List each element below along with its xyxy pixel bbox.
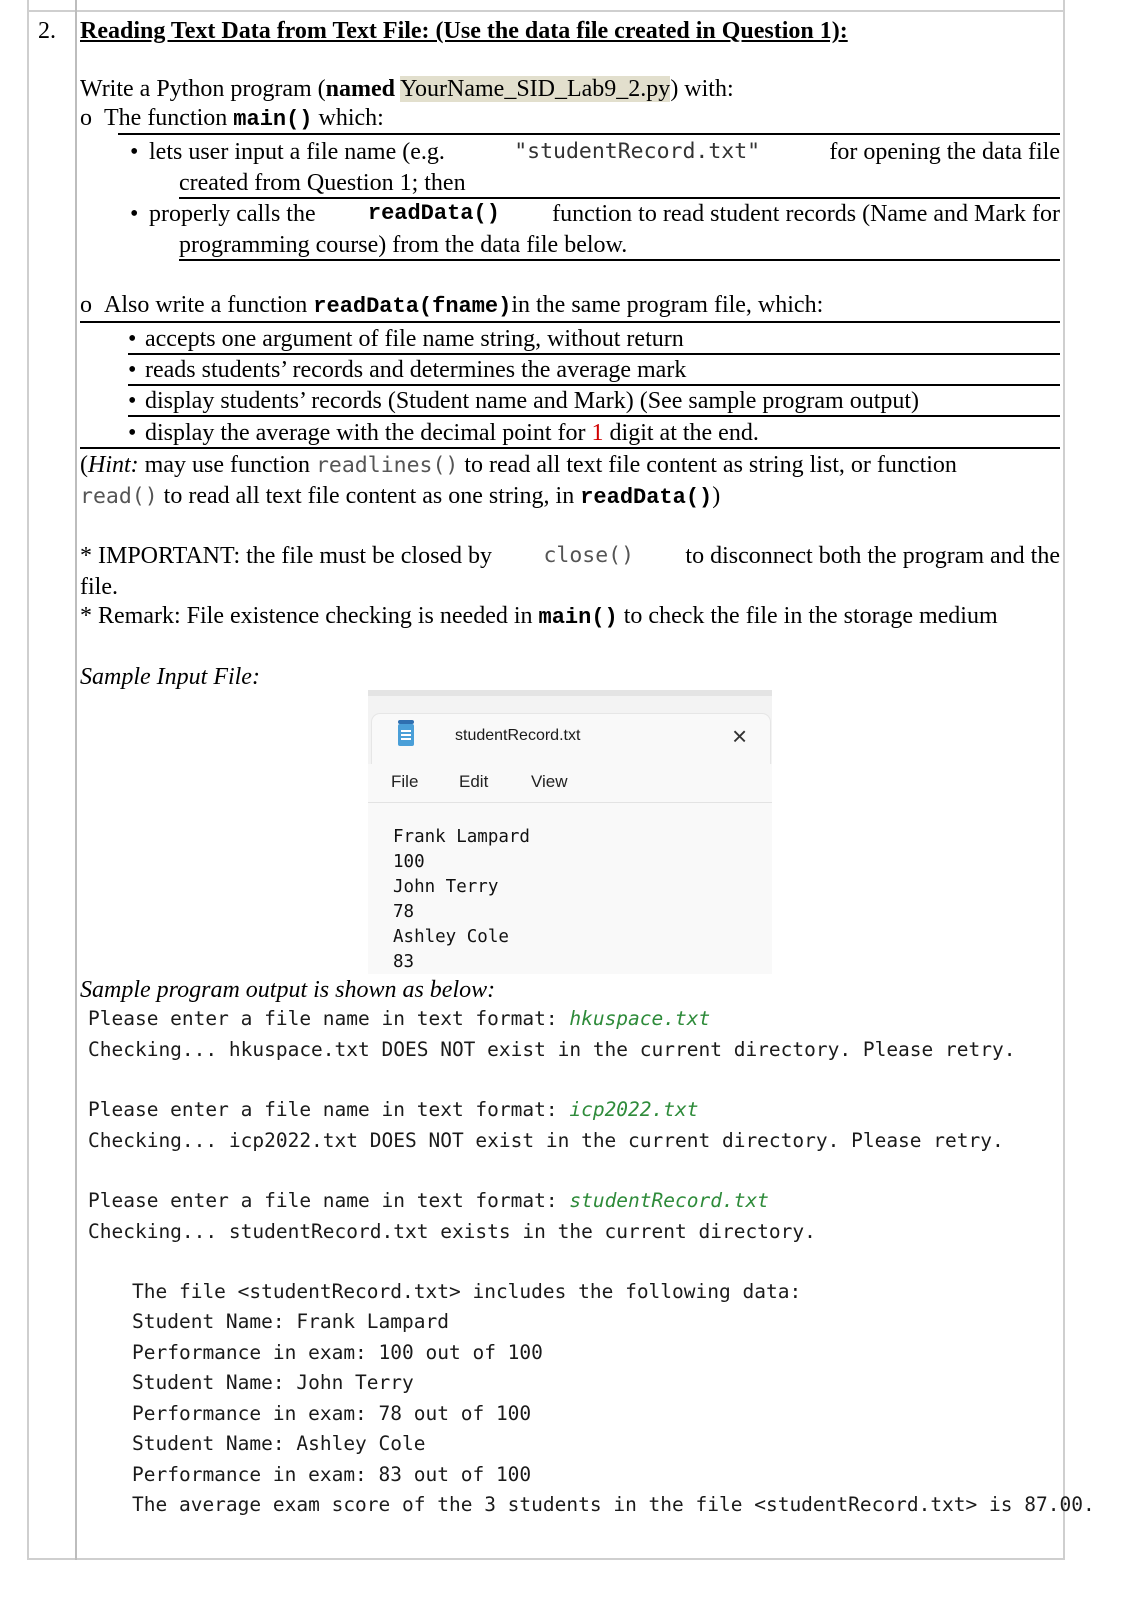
- sample-input-label: Sample Input File:: [80, 664, 260, 690]
- hint-close-paren: ): [712, 483, 721, 509]
- notepad-menubar: [368, 764, 772, 803]
- avg-point-suffix: digit at the end.: [609, 420, 759, 446]
- hint-line-2: [80, 481, 720, 513]
- output-line-1: The file <studentRecord.txt> includes the following data:: [132, 1280, 802, 1303]
- intro-prefix: Write a Python program (: [80, 76, 326, 102]
- file-line-6: 83: [393, 952, 415, 972]
- readdata-point-3: display students’ records (Student name and Mark) (See sample program output): [145, 388, 920, 414]
- output-line-6: Student Name: Ashley Cole: [132, 1432, 426, 1455]
- readdata-hint-code: readData(): [580, 485, 713, 510]
- output-line-2: Student Name: Frank Lampard: [132, 1310, 449, 1333]
- close-code: close(): [543, 543, 635, 568]
- main-item-prefix: The function: [104, 105, 228, 131]
- intro-suffix: ) with:: [670, 76, 734, 102]
- hint-text-1: may use function: [144, 452, 310, 478]
- user-input-1: hkuspace.txt: [569, 1007, 711, 1030]
- remark-text-1: * Remark: File existence checking is needed in: [80, 603, 533, 629]
- notepad-tab[interactable]: [372, 714, 770, 764]
- program-filename: YourName_SID_Lab9_2.py: [400, 76, 671, 102]
- hint-line-1: [80, 450, 957, 481]
- important-line-2: file.: [80, 574, 118, 600]
- main-point-1-text-b: for opening the data file: [829, 139, 1060, 165]
- bullet-icon: •: [130, 139, 139, 165]
- readlines-code: readlines(): [315, 453, 459, 478]
- remark-text-2: to check the file in the storage medium: [623, 603, 998, 629]
- file-line-1: Frank Lampard: [393, 827, 530, 847]
- notepad-tab-title: studentRecord.txt: [455, 727, 581, 744]
- question-number: 2.: [38, 18, 56, 44]
- console-result-2: Checking... icp2022.txt DOES NOT exist in the current directory. Please retry.: [88, 1129, 1004, 1152]
- main-point-2-text-b: function to read student records (Name and Mark for: [552, 201, 1060, 227]
- output-line-7: Performance in exam: 83 out of 100: [132, 1463, 532, 1486]
- output-line-4: Student Name: John Terry: [132, 1371, 414, 1394]
- rule-line: [179, 259, 1060, 261]
- hollow-bullet-icon: o: [80, 292, 92, 318]
- readdata-call-code: readData(): [367, 201, 500, 226]
- bullet-icon: •: [128, 326, 137, 352]
- prompt-text: Please enter a file name in text format:: [88, 1189, 570, 1212]
- main-point-2-text-a: properly calls the: [149, 201, 316, 227]
- readdata-point-1: accepts one argument of file name string, without return: [145, 326, 684, 352]
- output-line-5: Performance in exam: 78 out of 100: [132, 1402, 532, 1425]
- notepad-app-icon: [398, 724, 414, 746]
- readdata-item-prefix: Also write a function: [104, 292, 308, 318]
- remark-line: [80, 601, 998, 633]
- readdata-item-suffix: in the same program file, which:: [511, 292, 824, 318]
- example-filename-code: "studentRecord.txt": [514, 139, 761, 164]
- intro-named-label: named: [325, 76, 395, 102]
- main-point-1-line-1: [149, 137, 1060, 167]
- readdata-signature-code: readData(fname): [313, 294, 512, 319]
- console-result-3: Checking... studentRecord.txt exists in the current directory.: [88, 1220, 816, 1243]
- prompt-text: Please enter a file name in text format:: [88, 1007, 570, 1030]
- decimal-digit-count: 1: [591, 420, 604, 446]
- rule-line: [128, 415, 1060, 417]
- readdata-point-2: reads students’ records and determines the average mark: [145, 357, 687, 383]
- bullet-icon: •: [128, 357, 137, 383]
- main-point-2-line-1: [149, 199, 1060, 229]
- readdata-function-item: [80, 290, 823, 322]
- notepad-text-area[interactable]: [368, 803, 772, 974]
- rule-line: [80, 321, 1060, 323]
- menu-file[interactable]: File: [391, 772, 419, 791]
- main-item-code: main(): [233, 107, 313, 132]
- main-function-item: [80, 103, 384, 135]
- bullet-icon: •: [128, 388, 137, 414]
- avg-point-prefix: display the average with the decimal point for: [145, 420, 586, 446]
- console-prompt-2: [88, 1095, 698, 1125]
- prompt-text: Please enter a file name in text format:: [88, 1098, 570, 1121]
- sample-output-label: Sample program output is shown as below:: [80, 977, 496, 1003]
- main-point-1-text-a: lets user input a file name (e.g.: [149, 139, 445, 165]
- bullet-icon: •: [128, 420, 137, 446]
- main-point-1-line-2: created from Question 1; then: [179, 170, 466, 196]
- menu-view[interactable]: View: [531, 772, 568, 791]
- output-line-3: Performance in exam: 100 out of 100: [132, 1341, 543, 1364]
- table-bottom-border: [27, 1558, 1065, 1560]
- hint-open-paren: (: [80, 452, 88, 478]
- important-text-1: * IMPORTANT: the file must be closed by: [80, 543, 493, 569]
- file-line-5: Ashley Cole: [393, 927, 509, 947]
- notepad-top-strip: [398, 720, 414, 724]
- close-icon[interactable]: ×: [732, 721, 748, 751]
- hint-text-3: to read all text file content as one string, in: [163, 483, 575, 509]
- rule-line: [118, 133, 1060, 135]
- question-title: Reading Text Data from Text File: (Use the data file created in Question 1):: [80, 18, 848, 44]
- notepad-window: [368, 690, 772, 974]
- file-line-4: 78: [393, 902, 415, 922]
- table-top-border: [27, 10, 1065, 12]
- main-remark-code: main(): [538, 605, 618, 630]
- table-column-divider: [75, 0, 77, 1560]
- console-prompt-1: [88, 1004, 710, 1034]
- console-prompt-3: [88, 1186, 769, 1216]
- menu-edit[interactable]: Edit: [459, 772, 489, 791]
- hollow-bullet-icon: o: [80, 105, 92, 131]
- bullet-icon: •: [130, 201, 139, 227]
- output-line-8: The average exam score of the 3 students in the file <studentRecord.txt> is 87.00.: [132, 1493, 1095, 1516]
- important-text-2: to disconnect both the program and the: [685, 543, 1060, 569]
- file-line-3: John Terry: [393, 877, 499, 897]
- main-point-2-line-2: programming course) from the data file below.: [179, 232, 628, 258]
- hint-text-2: to read all text file content as string list, or function: [464, 452, 957, 478]
- readdata-point-4: [145, 418, 759, 448]
- table-right-border: [1063, 0, 1065, 1560]
- file-line-2: 100: [393, 852, 425, 872]
- hint-label: Hint:: [88, 452, 139, 478]
- user-input-2: icp2022.txt: [569, 1098, 699, 1121]
- console-result-1: Checking... hkuspace.txt DOES NOT exist in the current directory. Please retry.: [88, 1038, 1016, 1061]
- user-input-3: studentRecord.txt: [569, 1189, 769, 1212]
- intro-line: [80, 74, 734, 104]
- notepad-top-edge: [368, 690, 772, 696]
- main-item-suffix: which:: [318, 105, 384, 131]
- read-code: read(): [80, 484, 158, 509]
- table-left-border: [27, 0, 29, 1560]
- important-line-1: [80, 541, 1060, 571]
- rule-line: [80, 447, 1060, 449]
